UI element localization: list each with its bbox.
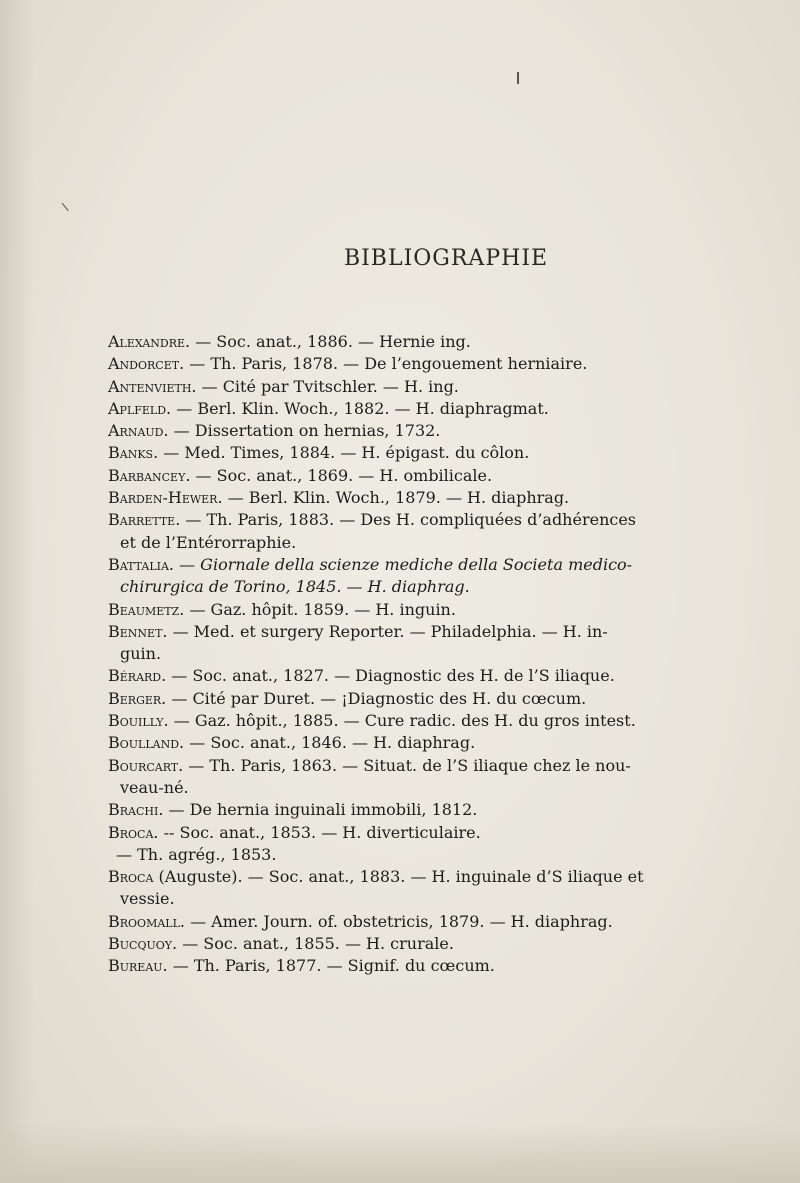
ink-mark (517, 72, 519, 84)
bibliography-entry (108, 955, 628, 977)
page-bottom-shadow (0, 1123, 800, 1183)
entry-text: — Gaz. hôpit., 1885. — Cure radic. des H. du gros intest. (168, 711, 636, 731)
entry-text: — Th. Paris, 1883. — Des H. compliquées d’adhérences (180, 510, 637, 530)
bibliography-entry (108, 688, 628, 710)
bibliography-list (108, 331, 644, 978)
entry-text: — Berl. Klin. Woch., 1882. — H. diaphragmat. (171, 398, 549, 418)
bibliography-entry (108, 866, 644, 911)
bibliography-entry (108, 509, 637, 554)
entry-text: (Auguste). — Soc. anat., 1883. — H. inguinale d’S iliaque et (153, 867, 644, 887)
bibliography-entry (108, 822, 628, 844)
entry-text: — Med. Times, 1884. — H. épigast. du côlon. (158, 443, 530, 463)
entry-text: — Cité par Tvitschler. — H. ing. (196, 376, 459, 396)
bibliography-entry (108, 799, 628, 821)
bibliography-entry (108, 755, 631, 800)
entry-text: — Th. Paris, 1878. — De l’engouement herniaire. (184, 354, 588, 374)
entry-continuation: vessie. (120, 889, 175, 909)
entry-author: Banks. (108, 443, 159, 463)
entry-text: — Med. et surgery Reporter. — Philadelphia. — H. in- (167, 621, 608, 641)
entry-text: — Th. agrég., 1853. (116, 844, 277, 864)
entry-text: — Dissertation on hernias, 1732. (168, 421, 441, 441)
entry-author: Aplfeld. (108, 398, 172, 418)
bibliography-entry (108, 911, 628, 933)
entry-author: Bourcart. (108, 755, 184, 775)
bibliography-entry (108, 710, 636, 732)
entry-author: Andorcet. (108, 354, 185, 374)
page-title: BIBLIOGRAPHIE (343, 246, 549, 271)
entry-text: — Giornale della scienze mediche della Societa medico- (174, 554, 633, 574)
entry-text: — De hernia inguinali immobili, 1812. (163, 800, 478, 820)
entry-author: Battalia. (108, 554, 174, 574)
entry-author: Barden-Hewer. (108, 488, 223, 508)
entry-author: Alexandre. (108, 332, 191, 351)
bibliography-entry (108, 732, 628, 754)
bibliography-entry (108, 844, 628, 866)
entry-text: — Soc. anat., 1869. — H. ombilicale. (190, 465, 493, 485)
entry-author: Berger. (108, 688, 167, 708)
entry-author: Broca. (108, 822, 159, 842)
entry-continuation: et de l’Entérorraphie. (120, 532, 297, 552)
entry-text: -- Soc. anat., 1853. — H. diverticulaire. (158, 822, 481, 842)
entry-text: — Amer. Journ. of. obstetricis, 1879. — H. diaphrag. (184, 911, 613, 931)
bibliography-entry (108, 420, 628, 442)
entry-text: — Th. Paris, 1877. — Signif. du cœcum. (167, 956, 495, 976)
entry-author: Arnaud. (108, 421, 169, 441)
entry-continuation: chirurgica de Torino, 1845. — H. diaphrag. (120, 577, 470, 597)
entry-author: Barrette. (108, 510, 181, 530)
bibliography-entry (108, 621, 628, 666)
entry-author: Antenvieth. (108, 376, 197, 396)
entry-text: — Gaz. hôpit. 1859. — H. inguin. (184, 599, 456, 619)
bibliography-entry (108, 398, 628, 420)
bibliography-entry (108, 465, 628, 487)
bibliography-entry (108, 933, 628, 955)
entry-author: Bouilly. (108, 711, 169, 731)
bibliography-entry (108, 442, 628, 464)
entry-author: Bennet. (108, 621, 168, 641)
bibliography-entry (108, 487, 628, 509)
entry-continuation: guin. (120, 644, 162, 664)
bibliography-entry (108, 331, 628, 353)
entry-text: — Th. Paris, 1863. — Situat. de l’S iliaque chez le nou- (183, 755, 631, 775)
ink-mark (62, 199, 74, 211)
entry-author: Broomall. (108, 911, 185, 931)
entry-text: — Soc. anat., 1855. — H. crurale. (177, 934, 454, 954)
entry-author: Beaumetz. (108, 599, 185, 619)
bibliography-entry (108, 665, 628, 687)
entry-text: — Cité par Duret. — ¡Diagnostic des H. du cœcum. (166, 688, 587, 708)
page-edge-shadow (0, 0, 34, 1183)
entry-text: — Soc. anat., 1827. — Diagnostic des H. de l’S iliaque. (166, 666, 615, 686)
entry-text: — Berl. Klin. Woch., 1879. — H. diaphrag. (222, 488, 570, 508)
entry-author: Bérard. (108, 666, 167, 686)
entry-author: Boulland. (108, 733, 185, 753)
entry-author: Bucquoy. (108, 934, 178, 954)
bibliography-entry (108, 353, 628, 375)
bibliography-entry (108, 376, 628, 398)
entry-continuation: veau-né. (120, 777, 189, 797)
entry-text: — Soc. anat., 1846. — H. diaphrag. (184, 733, 476, 753)
entry-author: Brachi. (108, 800, 164, 820)
entry-author: Broca (108, 867, 154, 887)
entry-author: Barbancey. (108, 465, 191, 485)
bibliography-entry (108, 554, 633, 599)
entry-text: — Soc. anat., 1886. — Hernie ing. (190, 332, 471, 351)
bibliography-entry (108, 599, 628, 621)
entry-author: Bureau. (108, 956, 168, 976)
